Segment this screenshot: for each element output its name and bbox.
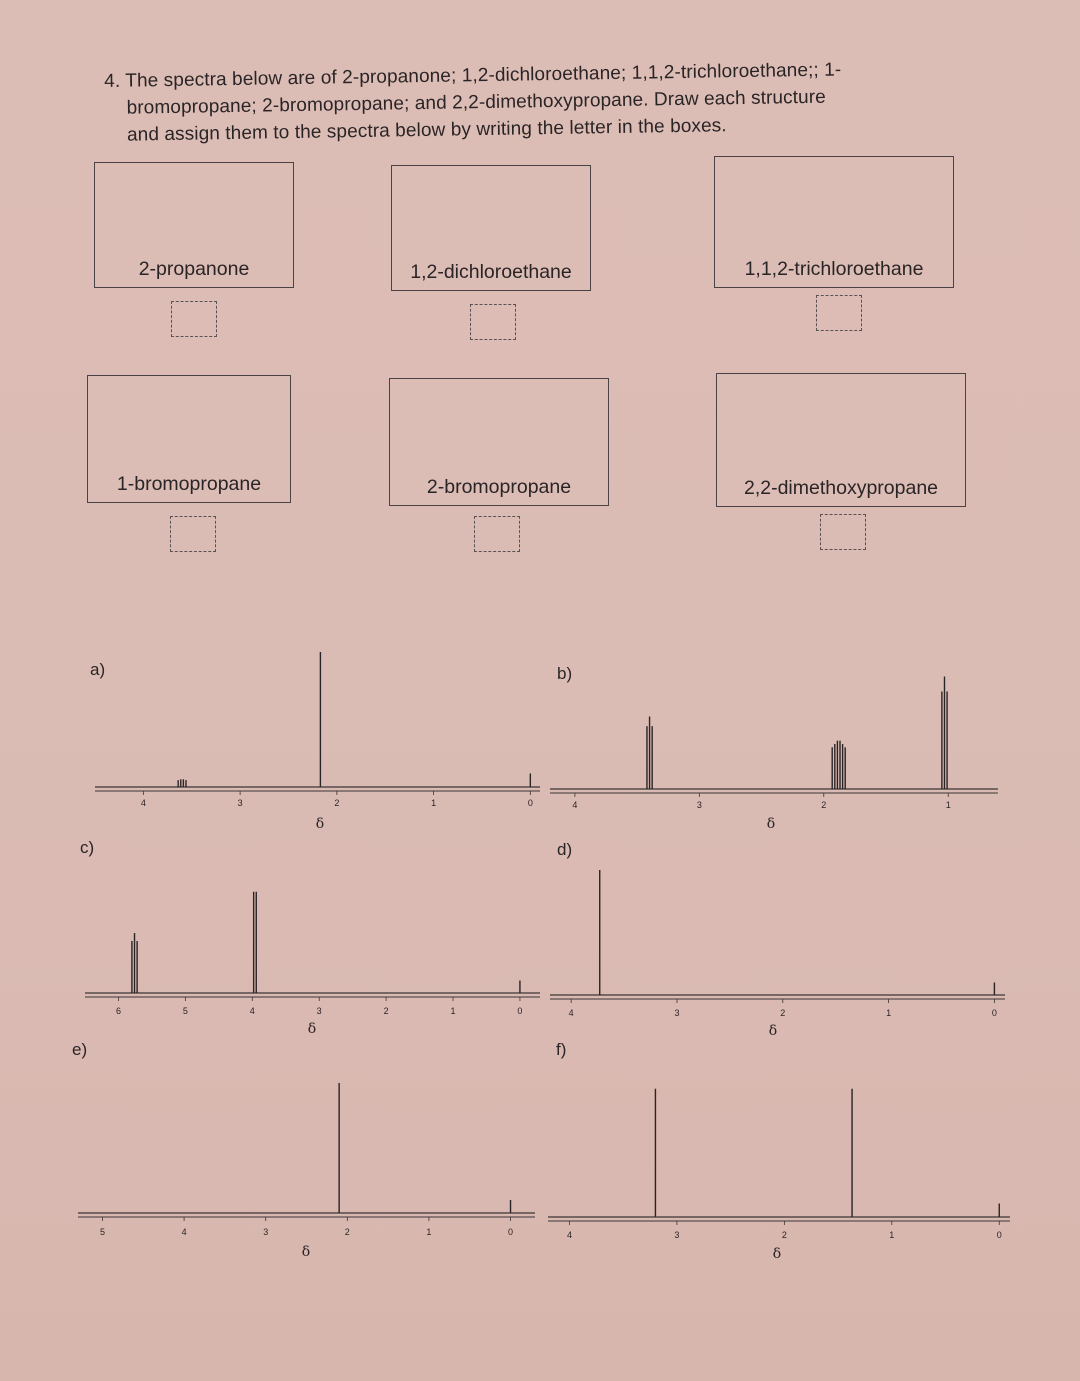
spectrum-e-tick-label-0: 0 [508,1227,514,1237]
spectrum-c-tick-label-3: 3 [316,1006,322,1016]
spectrum-b-axis-symbol: δ [766,816,776,832]
spectrum-a-tick-label-3: 3 [237,798,243,808]
spectrum-d-axis-symbol: δ [768,1023,778,1039]
question-number: 4. [104,70,121,92]
spectrum-d-tick-label-1: 1 [886,1008,892,1018]
spectrum-a-axis-symbol: δ [315,816,325,832]
compound-label: 2-bromopropane [426,476,572,498]
spectrum-c-tick-label-1: 1 [450,1006,456,1016]
spectrum-label-e: e) [72,1040,88,1059]
spectrum-c-tick-label-6: 6 [115,1006,121,1016]
spectrum-label-b: b) [557,664,573,683]
spectrum-f-axis-symbol: δ [772,1246,782,1262]
compound-label: 1,1,2-trichloroethane [744,258,924,280]
spectrum-c-tick-label-2: 2 [383,1006,389,1016]
spectrum-label-f: f) [556,1040,567,1059]
spectrum-b-tick-label-4: 4 [572,800,578,810]
spectrum-d-tick-label-2: 2 [780,1008,786,1018]
spectrum-f-tick-label-3: 3 [674,1230,680,1240]
spectrum-label-a: a) [90,660,106,679]
compound-label: 1-bromopropane [116,473,262,495]
spectrum-a-tick-label-4: 4 [140,798,146,808]
spectrum-c-tick-label-0: 0 [517,1006,523,1016]
question-line-3: and assign them to the spectra below by writing the letter in the boxes. [126,115,727,146]
spectrum-e-tick-label-3: 3 [263,1227,269,1237]
compound-label: 2,2-dimethoxypropane [743,477,939,499]
spectrum-f-tick-label-1: 1 [889,1230,895,1240]
spectrum-c-tick-label-5: 5 [182,1006,188,1016]
spectrum-e-tick-label-1: 1 [426,1227,432,1237]
spectrum-d-tick-label-0: 0 [991,1008,997,1018]
spectrum-label-d: d) [557,840,573,859]
spectrum-f-tick-label-4: 4 [566,1230,572,1240]
spectrum-b-tick-label-1: 1 [945,800,951,810]
spectrum-e-tick-label-5: 5 [99,1227,105,1237]
spectrum-c-tick-label-4: 4 [249,1006,255,1016]
compound-label: 1,2-dichloroethane [410,261,572,283]
spectrum-f-tick-label-0: 0 [996,1230,1002,1240]
question-line-2: bromopropane; 2-bromopropane; and 2,2-dimethoxypropane. Draw each structure [126,86,827,119]
spectrum-e-tick-label-4: 4 [181,1227,187,1237]
question-line-1: The spectra below are of 2-propanone; 1,2-dichloroethane; 1,1,2-trichloroethane;; 1- [125,59,842,92]
spectrum-b-tick-label-3: 3 [696,800,702,810]
spectrum-b-tick-label-2: 2 [821,800,827,810]
spectrum-a-tick-label-2: 2 [334,798,340,808]
spectrum-e-tick-label-2: 2 [344,1227,350,1237]
spectrum-a-tick-label-0: 0 [527,798,533,808]
spectrum-c-axis-symbol: δ [307,1021,317,1037]
spectrum-d-tick-label-4: 4 [568,1008,574,1018]
spectrum-a-tick-label-1: 1 [431,798,437,808]
spectrum-e-axis-symbol: δ [301,1244,311,1260]
compound-label: 2-propanone [138,258,250,280]
spectrum-label-c: c) [80,838,95,857]
spectrum-d-tick-label-3: 3 [674,1008,680,1018]
spectrum-f-tick-label-2: 2 [781,1230,787,1240]
